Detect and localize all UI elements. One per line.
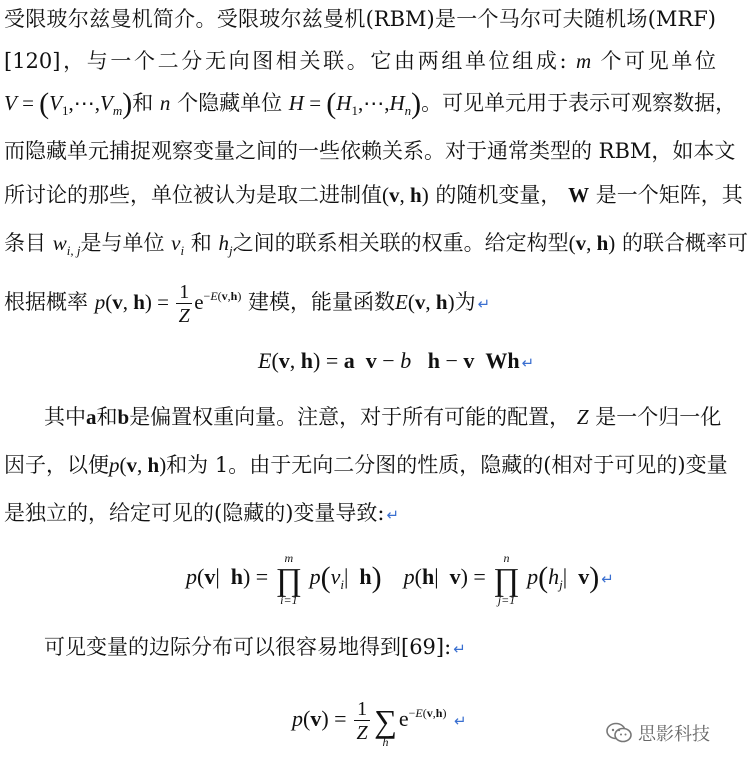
text-span: [120]，与一个二分无向图相关联。它由两组单位组成: [4, 49, 567, 73]
text-span: 之间的联系相关联的权重。给定构型 [232, 231, 569, 255]
math-energy-function: E(v, h) [395, 289, 455, 314]
text-line [4, 450, 728, 480]
text-line [4, 498, 716, 530]
text-span: 是一个矩阵，其 [595, 183, 743, 207]
math-v-i: $v_i$ [171, 231, 185, 258]
text-span: 因子，以便 [4, 453, 109, 477]
text-line [4, 46, 716, 76]
text-span: 的联合概率可 [621, 231, 748, 255]
text-span: 的随机变量， [435, 183, 562, 207]
text-span: 条目 [4, 231, 46, 255]
text-span: 个可见单位 [600, 49, 717, 73]
equation-marginal: p(v) = $\frac{1}{Z}$ ∑ h $e^{-E(v,h)}$ ↵ [292, 698, 467, 749]
math-var-m: m [575, 49, 592, 73]
text-line [4, 87, 737, 120]
text-span: 所讨论的那些，单位被认为是取二进制值 [4, 183, 382, 207]
math-vh-pair: (v, h) [382, 183, 429, 207]
math-w-ij: $w_{i, j}$ [52, 231, 81, 258]
math-joint-probability: p(v, h) = $\frac{1}{Z}$ $e^{-E(v,h)}$ [94, 281, 242, 327]
text-span: 是独立的，给定可见的(隐藏的)变量导致: [4, 501, 385, 525]
text-line [44, 632, 716, 664]
math-var-n: n [159, 91, 171, 115]
equation-conditionals: p(v| h) = m ∏ i=1 $p(v_i|$ h) p(h| v) = n ∏ j=1 $p(h_j|$ v) ↵ [186, 551, 614, 607]
text-span: 建模，能量函数 [248, 289, 396, 314]
text-span: 和 [96, 405, 118, 429]
paragraph-mark-icon: ↵ [477, 294, 491, 313]
text-span: 个隐藏单位 [177, 91, 283, 115]
paragraph-mark-icon: ↵ [453, 712, 467, 731]
equation-energy: E(v, h) = a v − b h − v Wh ↵ [258, 348, 535, 373]
math-V-definition: $V = (V_1,\cdots,V_m)$ [4, 87, 133, 120]
text-span: 是与单位 [80, 231, 165, 255]
watermark [606, 720, 710, 746]
text-line [4, 282, 716, 326]
text-span: 为 [454, 289, 476, 314]
text-line [4, 4, 716, 34]
math-matrix-W: W [568, 183, 590, 207]
math-h-j: $h_j$ [218, 231, 233, 258]
text-span: 其中 [44, 405, 86, 429]
text-line [4, 136, 736, 166]
text-span: 受限玻尔兹曼机简介。受限玻尔兹曼机(RBM)是一个马尔可夫随机场(MRF) [4, 7, 716, 31]
watermark-text: 思影科技 [638, 724, 710, 745]
text-span: 和 [132, 91, 154, 115]
text-line: 其中a和b是偏置权重向量。注意，对于所有可能的配置， Z 是一个归一化 [44, 405, 722, 429]
math-vh-pair: (v, h) [568, 231, 616, 255]
paragraph-mark-icon: ↵ [386, 506, 400, 524]
text-span: 和 [190, 231, 212, 255]
text-span: 。可见单元用于表示可观察数据， [421, 91, 737, 115]
paragraph-mark-icon: ↵ [453, 640, 466, 658]
text-span: 可见变量的边际分布可以很容易地得到[69]: [44, 635, 452, 659]
paragraph-mark-icon: ↵ [601, 570, 614, 589]
text-span: 是偏置权重向量。注意，对于所有可能的配置， [129, 405, 571, 429]
math-var-Z: Z [576, 405, 589, 429]
text-line [4, 180, 743, 210]
wechat-official-account-icon [606, 722, 632, 744]
math-p-vh: p(v, h) [109, 453, 167, 477]
text-span: 根据概率 [4, 289, 88, 314]
paragraph-mark-icon: ↵ [521, 354, 535, 372]
text-span: 和为 1。由于无向二分图的性质，隐藏的(相对于可见的)变量 [166, 453, 728, 477]
text-span: 而隐藏单元捕捉观察变量之间的一些依赖关系。对于通常类型的 RBM，如本文 [4, 139, 736, 163]
math-H-definition: $H = (H_1,\cdots,H_n)$ [288, 87, 422, 120]
text-span: 是一个归一化 [595, 405, 722, 429]
text-line [4, 228, 748, 258]
